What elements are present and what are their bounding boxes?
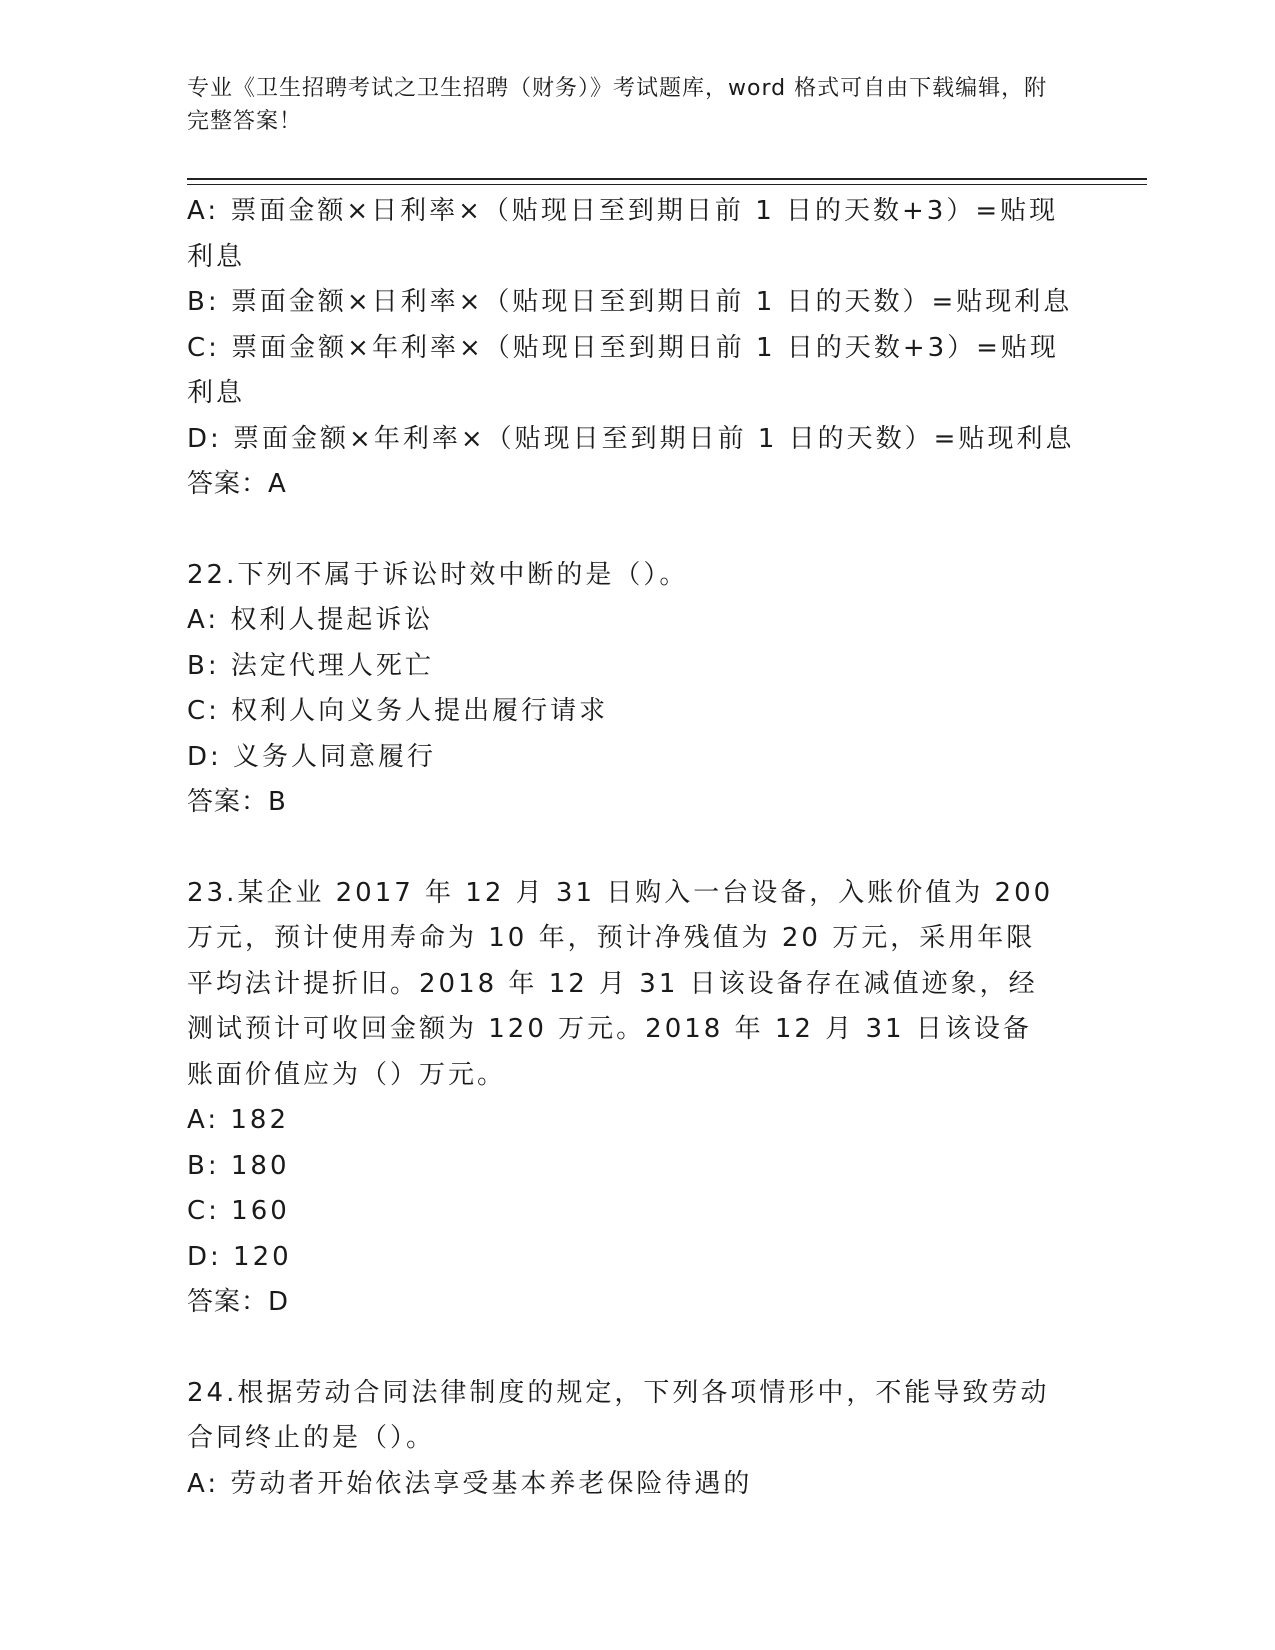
option-b: B: 法定代理人死亡 <box>187 650 434 681</box>
option-d: D: 义务人同意履行 <box>187 741 437 772</box>
question-stem: 23.某企业 2017 年 12 月 31 日购入一台设备，入账价值为 200 万元，预计使用寿命为 10 年，预计净残值为 20 万元，采用年限平均法计提折旧。2018 年 12 月 31 日该设备存在减值迹象，经测试预计可收回金额为 120 万元。2018 年 12 月 31 日该设备账面价值应为（）万元。 <box>187 877 1054 1090</box>
header-divider-thick <box>187 178 1147 180</box>
option-c: C: 权利人向义务人提出履行请求 <box>187 696 609 726</box>
option-a: A: 劳动者开始依法享受基本养老保险待遇的 <box>187 1468 753 1499</box>
answer-line: 答案：B <box>187 787 287 817</box>
question-24 <box>187 1371 1087 1508</box>
option-a: A: 票面金额×日利率×（贴现日至到期日前 1 日的天数+3）=贴现利息 <box>187 196 1059 272</box>
answer-line: 答案：D <box>187 1287 290 1317</box>
question-23 <box>187 871 1087 1326</box>
option-d: D: 票面金额×年利率×（贴现日至到期日前 1 日的天数）=贴现利息 <box>187 423 1075 454</box>
option-a: A: 权利人提起诉讼 <box>187 605 434 635</box>
option-b: B: 180 <box>187 1150 290 1181</box>
question-21 <box>187 189 1087 508</box>
option-c: C: 160 <box>187 1196 290 1226</box>
question-22 <box>187 553 1087 826</box>
question-stem: 22.下列不属于诉讼时效中断的是（）。 <box>187 559 689 590</box>
answer-line: 答案：A <box>187 469 287 499</box>
page-header: 专业《卫生招聘考试之卫生招聘（财务）》考试题库，word 格式可自由下载编辑，附完整答案！ <box>187 76 1048 134</box>
option-a: A: 182 <box>187 1105 289 1135</box>
header-divider-thin <box>187 184 1147 185</box>
option-b: B: 票面金额×日利率×（贴现日至到期日前 1 日的天数）=贴现利息 <box>187 287 1073 317</box>
option-d: D: 120 <box>187 1241 292 1272</box>
question-stem: 24.根据劳动合同法律制度的规定，下列各项情形中，不能导致劳动合同终止的是（）。 <box>187 1377 1050 1453</box>
question-content <box>187 189 1087 1507</box>
option-c: C: 票面金额×年利率×（贴现日至到期日前 1 日的天数+3）=贴现利息 <box>187 332 1059 408</box>
